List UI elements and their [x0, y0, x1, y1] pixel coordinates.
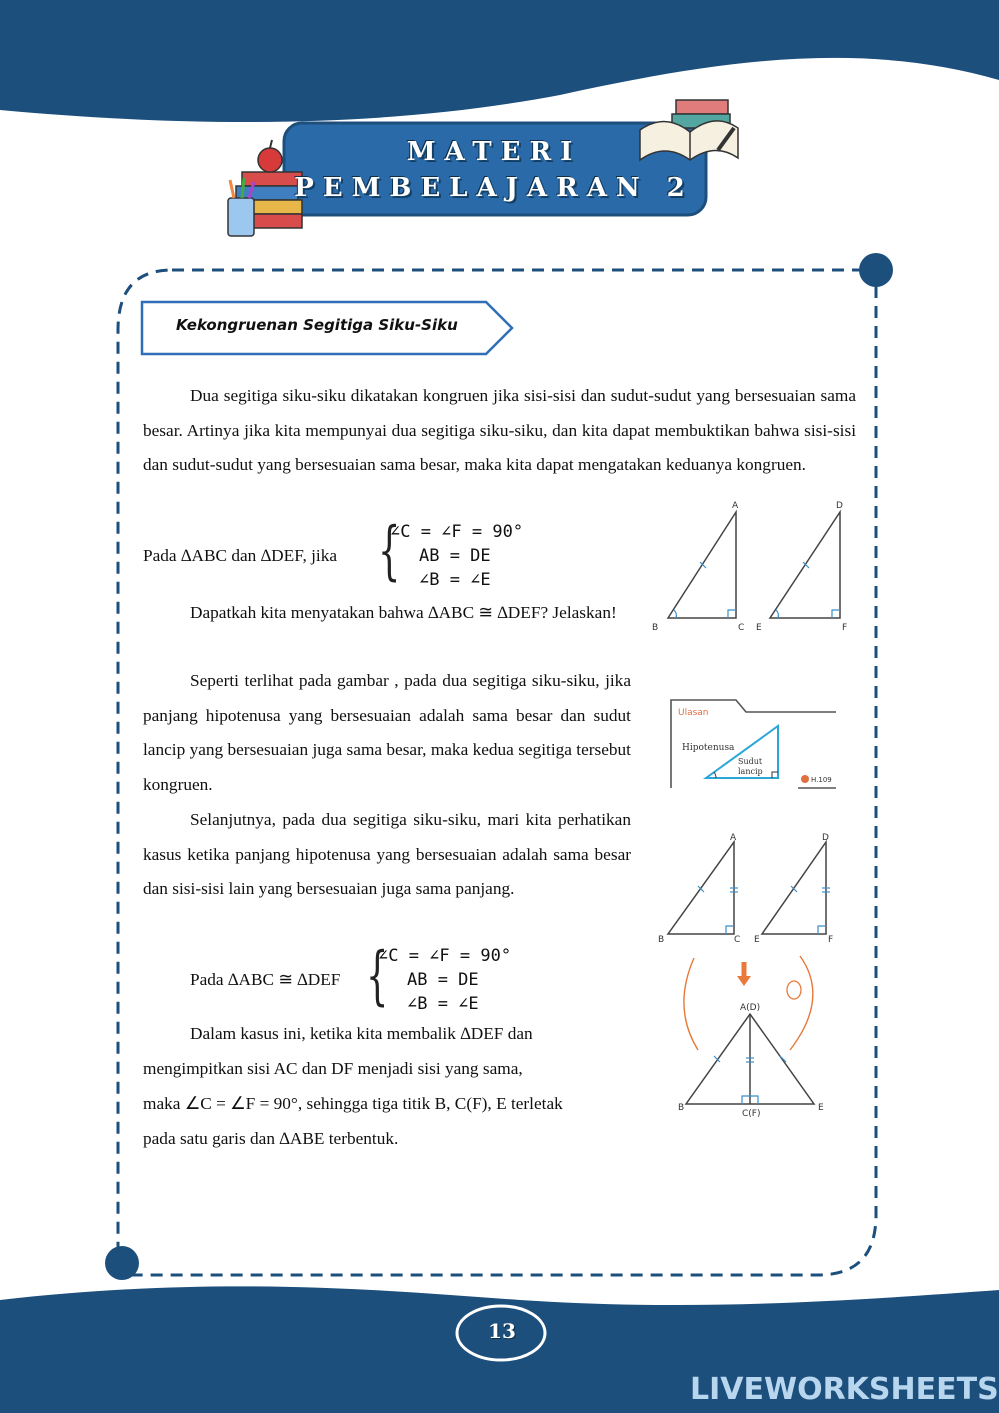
label-e-2: E	[754, 935, 760, 945]
label-cf: C(F)	[742, 1109, 761, 1119]
figure-ulasan	[668, 696, 840, 792]
label-c-2: C	[734, 935, 741, 945]
watermark-text: LIVEWORKSHEETS	[690, 1372, 999, 1407]
flip-arrow-right	[790, 956, 813, 1050]
label-e: E	[756, 623, 762, 633]
title-line-1: MATERI	[406, 137, 582, 167]
label-d-2: D	[822, 833, 829, 843]
frame-dot-bottom-left	[105, 1246, 139, 1280]
page-number	[459, 1305, 545, 1361]
system1-eq1: ∠C = ∠F = 90°	[390, 522, 524, 542]
ulasan-ref: H.109	[811, 776, 832, 784]
section-heading-text: Kekongruenan Segitiga Siku-Siku	[176, 316, 458, 334]
triangle-def-2	[762, 842, 826, 934]
paragraph-flip-line-1: Dalam kasus ini, ketika kita membalik ∆DEF dan	[190, 1024, 533, 1043]
watermark-logo	[690, 1372, 999, 1407]
ulasan-acute-1: Sudut	[738, 757, 763, 766]
label-b: B	[652, 623, 659, 633]
system1-eq2: AB = DE	[419, 546, 491, 566]
ulasan-acute-2: lancip	[738, 767, 763, 776]
flip-arrow-left	[684, 958, 698, 1050]
down-arrow-icon	[737, 976, 751, 986]
paragraph-flip-line-4: pada satu garis dan ∆ABE terbentuk.	[143, 1129, 399, 1148]
page-number-text: 13	[488, 1319, 516, 1343]
figure-triangles-abc-def	[648, 496, 858, 636]
triangle-def	[770, 512, 840, 618]
paragraph-question: Dapatkah kita menyatakan bahwa ∆ABC ≅ ∆DEF? Jelaskan!	[190, 603, 617, 622]
ulasan-ref-icon	[801, 775, 809, 783]
figure-combined-triangles	[650, 828, 850, 1128]
title	[284, 123, 704, 213]
system1-brace: {	[378, 514, 401, 588]
system1-eq3: ∠B = ∠E	[419, 570, 491, 590]
paragraph-flip-line-3: maka ∠C = ∠F = 90°, sehingga tiga titik B, C(F), E terletak	[143, 1094, 563, 1113]
system2-prefix: Pada ∆ABC ≅ ∆DEF	[190, 970, 341, 989]
system2-brace: {	[366, 939, 389, 1013]
label-b-2: B	[658, 935, 665, 945]
frame-dot-top-right	[859, 253, 893, 287]
triangle-abc	[668, 512, 736, 618]
ulasan-hypotenuse: Hipotenusa	[682, 743, 735, 753]
label-ad: A(D)	[740, 1003, 761, 1013]
title-line-2: PEMBELAJARAN 2	[294, 173, 694, 203]
paragraph-hypotenuse-side: Selanjutnya, pada dua segitiga siku-siku, mari kita perhatikan kasus ketika panjang hipotenusa yang bersesuaian adalah sama besar dan sisi-sisi lain yang bersesuaian juga sama panjang.	[143, 810, 631, 898]
label-f: F	[842, 623, 848, 633]
paragraph-hypotenuse-angle: Seperti terlihat pada gambar , pada dua segitiga siku-siku, jika panjang hipotenusa yang bersesuaian adalah sama besar dan sudut lancip yang bersesuaian juga sama besar, maka kedua segitiga tersebut kongruen.	[143, 671, 631, 794]
label-e-3: E	[818, 1103, 824, 1113]
paragraph-intro: Dua segitiga siku-siku dikatakan kongruen jika sisi-sisi dan sudut-sudut yang bersesuaian sama besar. Artinya jika kita mempunyai dua segitiga siku-siku, dan kita dapat membuktikan bahwa sisi-sisi dan sudut-sudut yang bersesuaian sama besar, maka kita dapat mengatakan keduanya kongruen.	[143, 386, 856, 474]
ulasan-heading: Ulasan	[678, 708, 709, 718]
label-a: A	[732, 501, 739, 511]
system2-eq1: ∠C = ∠F = 90°	[378, 946, 512, 966]
triangle-abc-2	[668, 842, 734, 934]
label-c: C	[738, 623, 745, 633]
system2-eq2: AB = DE	[407, 970, 479, 990]
label-b-3: B	[678, 1103, 685, 1113]
system1-prefix: Pada ∆ABC dan ∆DEF, jika	[143, 546, 337, 565]
label-f-2: F	[828, 935, 834, 945]
system2-eq3: ∠B = ∠E	[407, 994, 479, 1014]
section-heading	[142, 302, 502, 354]
top-wave	[0, 0, 999, 122]
paragraph-flip-line-2: mengimpitkan sisi AC dan DF menjadi sisi yang sama,	[143, 1059, 523, 1078]
label-d: D	[836, 501, 843, 511]
label-a-2: A	[730, 833, 737, 843]
